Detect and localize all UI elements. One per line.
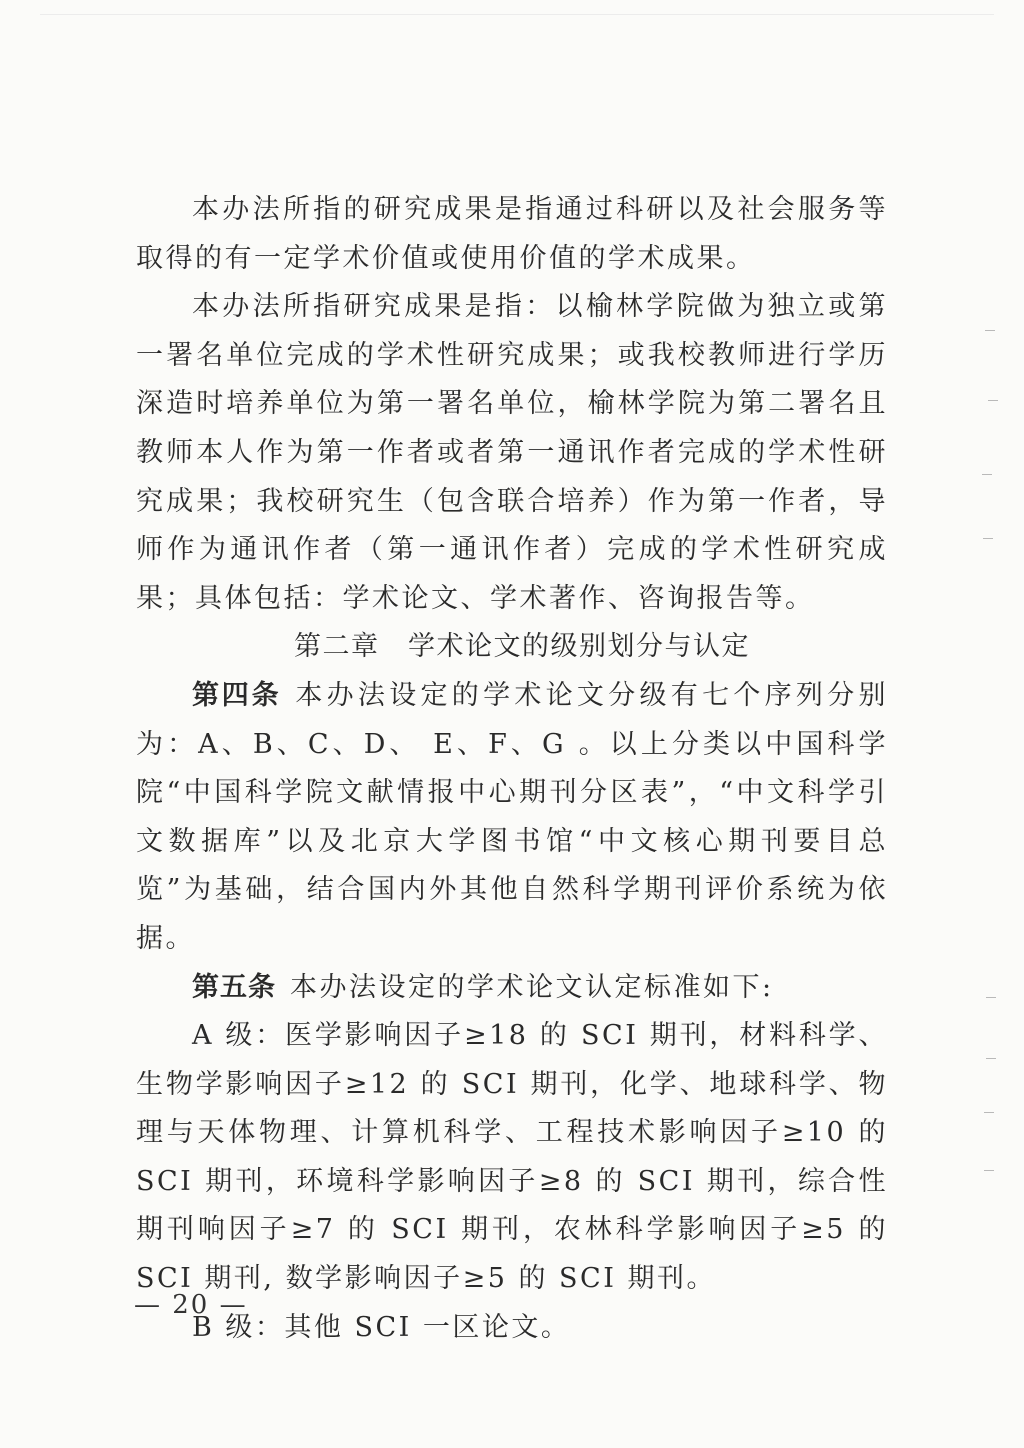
scan-speck xyxy=(983,538,993,539)
scan-speck xyxy=(985,330,995,331)
scan-edge-line xyxy=(40,14,994,15)
article-4 xyxy=(136,672,888,964)
document-body xyxy=(136,186,888,1352)
page-number: — 20 — xyxy=(134,1290,248,1320)
article-5 xyxy=(136,964,888,1013)
scan-speck xyxy=(986,997,996,998)
article-4-text: 本办法设定的学术论文分级有七个序列分别为：A、B、C、D、 E、F、G 。以上分类以中国科学院“中国科学院文献情报中心期刊分区表”，“中文科学引文数据库”以及北京大学图书馆“中文核心期刊要目总览”为基础，结合国内外其他自然科学期刊评价系统为依据。 xyxy=(136,679,889,954)
scan-speck xyxy=(984,1112,994,1113)
article-4-label: 第四条 xyxy=(192,679,282,711)
grade-a-criteria: A 级：医学影响因子≥18 的 SCI 期刊，材料科学、生物学影响因子≥12 的 SCI 期刊，化学、地球科学、物理与天体物理、计算机科学、工程技术影响因子≥10 的 SCI 期刊，环境科学影响因子≥8 的 SCI 期刊，综合性期刊响因子≥7 的 SCI 期刊，农林科学影响因子≥5 的 SCI 期刊, 数学影响因子≥5 的 SCI 期刊。 xyxy=(136,1020,888,1295)
chapter-heading: 第二章 学术论文的级别划分与认定 xyxy=(294,631,750,663)
paragraph-definition: 本办法所指的研究成果是指通过科研以及社会服务等取得的有一定学术价值或使用价值的学术成果。 xyxy=(136,194,888,274)
scan-speck xyxy=(984,1170,994,1171)
scan-speck xyxy=(988,400,998,401)
scan-speck xyxy=(982,474,992,475)
grade-b-criteria: B 级：其他 SCI 一区论文。 xyxy=(192,1311,571,1343)
paragraph-scope: 本办法所指研究成果是指：以榆林学院做为独立或第一署名单位完成的学术性研究成果；或我校教师进行学历深造时培养单位为第一署名单位，榆林学院为第二署名且教师本人作为第一作者或者第一通讯作者完成的学术性研究成果；我校研究生（包含联合培养）作为第一作者，导师作为通讯作者（第一通讯作者）完成的学术性研究成果；具体包括：学术论文、学术著作、咨询报告等。 xyxy=(136,291,888,614)
article-5-label: 第五条 xyxy=(192,971,276,1003)
scan-speck xyxy=(986,1058,996,1059)
article-5-text: 本办法设定的学术论文认定标准如下: xyxy=(290,971,774,1003)
